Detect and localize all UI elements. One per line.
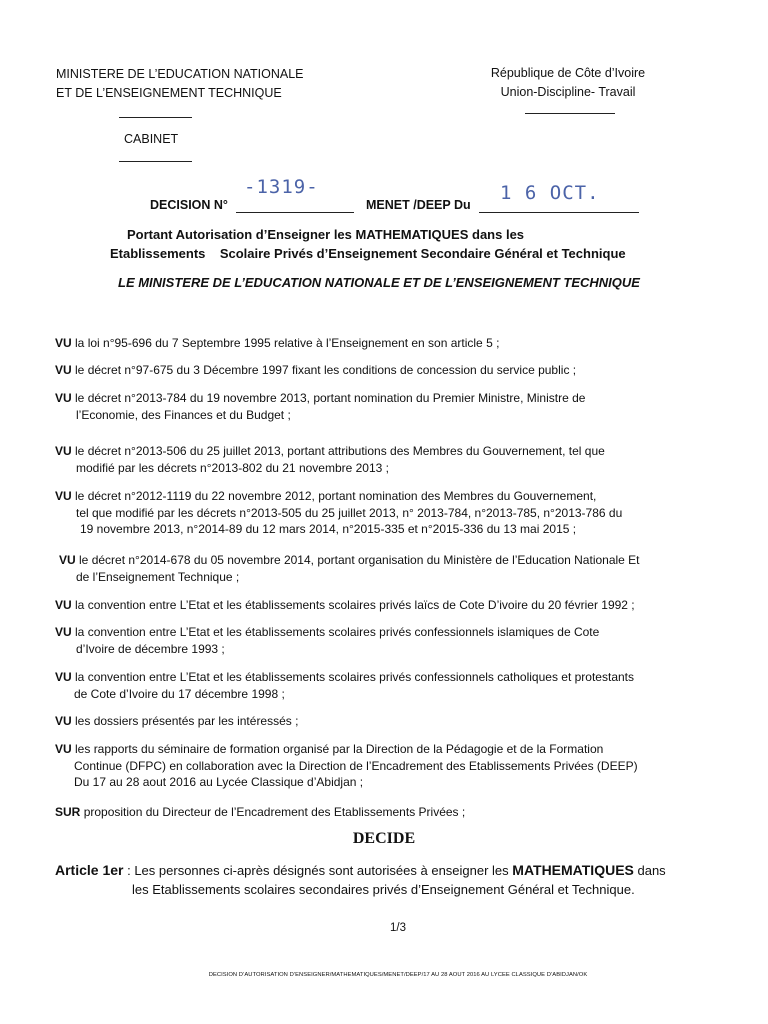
- motto: Union-Discipline- Travail: [500, 85, 636, 99]
- consideration-item: VU le décret n°97-675 du 3 Décembre 1997 fixant les conditions de concession du service public ;: [55, 363, 577, 377]
- ministry-header: [56, 65, 304, 103]
- consideration-item: VU la convention entre L’Etat et les établissements scolaires privés confessionnels islamiques de Cote d’Ivoire de décembre 1993 ;: [55, 625, 600, 656]
- consideration-item: VU les rapports du séminaire de formation organisé par la Direction de la Pédagogie et de la Formation Continue (DFPC) en collaboration avec la Direction de l’Encadrement des Etablissements Privées (DEEP) Du 17 au 28 aout 2016 au Lycée Classique d’Abidjan ;: [55, 742, 638, 789]
- divider: [119, 117, 192, 118]
- subject-line2: Etablissements Scolaire Privés d’Enseignement Secondaire Général et Technique: [110, 246, 626, 261]
- article-1: [55, 861, 735, 899]
- decide-heading: DECIDE: [352, 830, 416, 847]
- article-1-line2: les Etablissements scolaires secondaires privés d’Enseignement Général et Technique.: [132, 882, 635, 897]
- article-1-line1: Article 1er : Les personnes ci-après désignés sont autorisées à enseigner les MATHEMATIQUES dans: [55, 862, 666, 878]
- footer-reference: DECISION D’AUTORISATION D’ENSEIGNER/MATHEMATIQUES/MENET/DEEP/17 AU 28 AOUT 2016 AU LYCEE CLASSIQUE D’ABIDJAN/OK: [208, 972, 588, 978]
- date-stamp: 1 6 OCT.: [500, 182, 600, 204]
- consideration-item: VU la loi n°95-696 du 7 Septembre 1995 relative à l’Enseignement en son article 5 ;: [55, 336, 500, 350]
- menet-label: MENET /DEEP Du: [366, 198, 471, 212]
- consideration-item: VU la convention entre L’Etat et les établissements scolaires privés confessionnels catholiques et protestants de Cote d’Ivoire du 17 décembre 1998 ;: [55, 670, 634, 701]
- consideration-item: VU le décret n°2013-506 du 25 juillet 2013, portant attributions des Membres du Gouvernement, tel que modifié par les décrets n°2013-802 du 21 novembre 2013 ;: [55, 444, 605, 475]
- article-1-label: Article 1er: [55, 862, 124, 878]
- consideration-item: VU les dossiers présentés par les intéressés ;: [55, 714, 299, 728]
- consideration-item: VU la convention entre L’Etat et les établissements scolaires privés laïcs de Cote D’ivoire du 20 février 1992 ;: [55, 598, 635, 612]
- ministry-heading: LE MINISTERE DE L’EDUCATION NATIONALE ET DE L’ENSEIGNEMENT TECHNIQUE: [118, 275, 640, 290]
- republic-name: République de Côte d’Ivoire: [490, 66, 646, 80]
- decision-label: DECISION N°: [150, 198, 228, 212]
- decision-number-line: [236, 212, 354, 213]
- consideration-item: VU le décret n°2014-678 du 05 novembre 2014, portant organisation du Ministère de l’Education Nationale Et de l’Enseignement Technique ;: [59, 553, 640, 584]
- ministry-line2: ET DE L’ENSEIGNEMENT TECHNIQUE: [56, 86, 282, 100]
- consideration-item: VU le décret n°2013-784 du 19 novembre 2013, portant nomination du Premier Ministre, Ministre de l’Economie, des Finances et du Budget ;: [55, 391, 586, 422]
- republic-header: [468, 64, 668, 102]
- article-1-subject: MATHEMATIQUES: [512, 862, 634, 878]
- subject-line1: Portant Autorisation d’Enseigner les MATHEMATIQUES dans les: [127, 227, 525, 242]
- consideration-item: SUR proposition du Directeur de l’Encadrement des Etablissements Privées ;: [55, 805, 466, 819]
- decision-number-stamp: -1319-: [244, 176, 319, 198]
- ministry-line1: MINISTERE DE L’EDUCATION NATIONALE: [56, 67, 304, 81]
- cabinet-label: CABINET: [124, 132, 179, 146]
- consideration-item: VU le décret n°2012-1119 du 22 novembre 2012, portant nomination des Membres du Gouvernement, tel que modifié par les décrets n°2013-505 du 25 juillet 2013, n° 2013-784, n°2013-785, n°2013-786 du 19 novembre 2013, n°2014-89 du 12 mars 2014, n°2015-335 et n°2015-336 du 13 mai 2015 ;: [55, 489, 623, 536]
- divider: [119, 161, 192, 162]
- divider: [525, 113, 615, 114]
- page-number: 1/3: [390, 922, 406, 934]
- date-line: [479, 212, 639, 213]
